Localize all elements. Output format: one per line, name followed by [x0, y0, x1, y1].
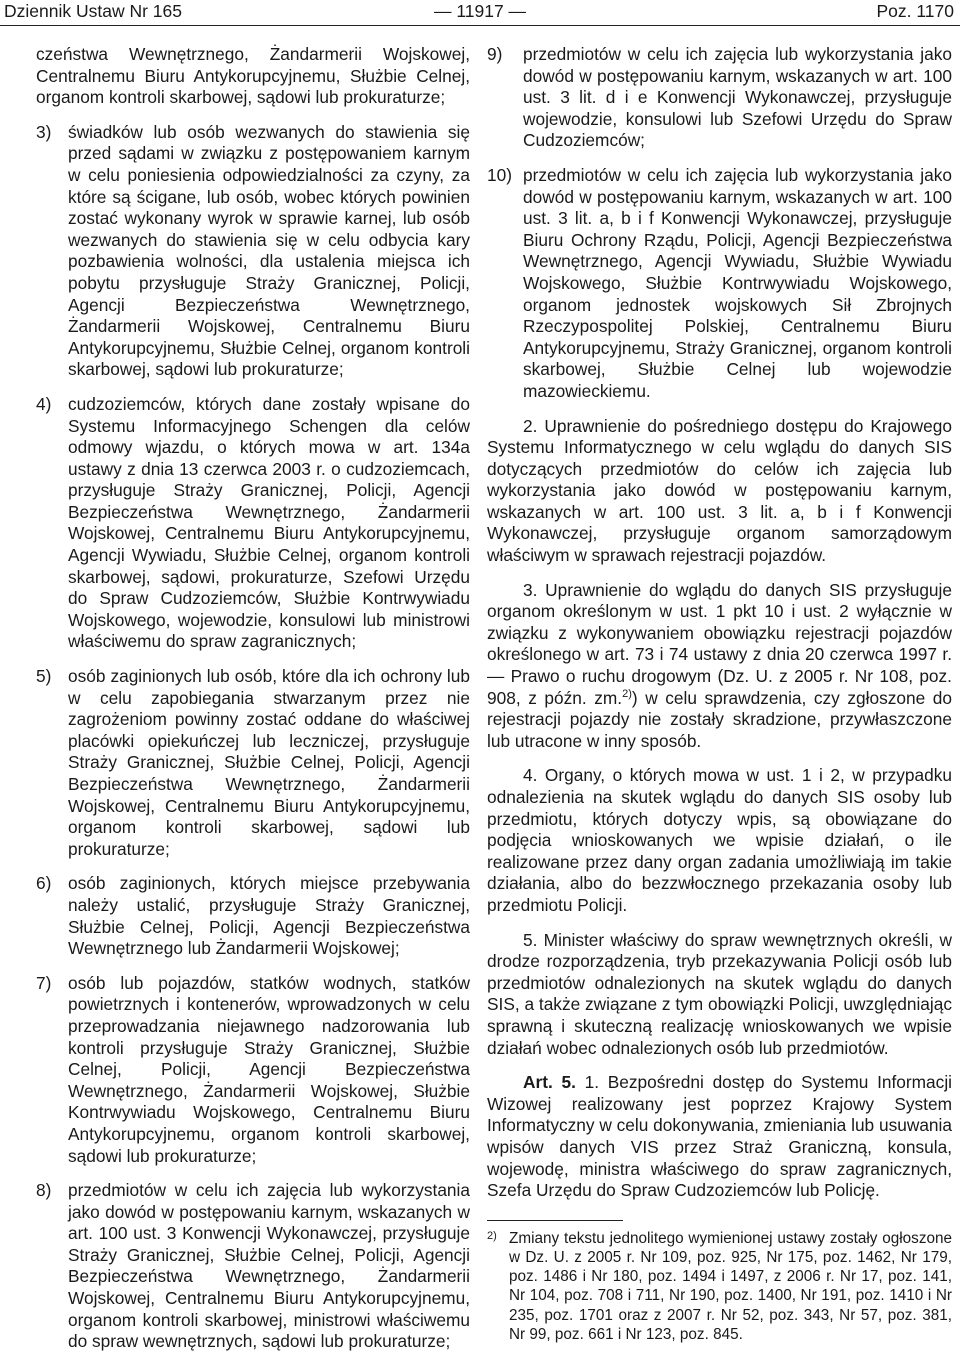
paragraph-5: 5. Minister właściwy do spraw wewnętrznych określi, w drodze rozporządzenia, tryb przekazywania Policji osób lub przedmiotów odnalezionych na skutek wglądu do danych SIS, a także związane z tym obowiązki Policji, uwzględniając sprawną i skuteczną realizację wnioskowanych we wpisie działań wobec odnalezionych osób lub przedmiotów. [487, 929, 952, 1058]
footnote-text: Zmiany tekstu jednolitego wymienionej ustawy zostały ogłoszone w Dz. U. z 2005 r. Nr 109, poz. 925, Nr 175, poz. 1462, Nr 179, poz. 1486 i Nr 180, poz. 1494 i 1497, z 2006 r. Nr 17, poz. 141, Nr 104, poz. 708 i 711, Nr 190, poz. 1400, Nr 191, poz. 1410 i Nr 235, poz. 1701 oraz z 2007 r. Nr 52, poz. 343, Nr 57, poz. 381, Nr 99, poz. 661 i Nr 123, poz. 845. [509, 1229, 952, 1343]
paragraph-3-text-b: ) w celu sprawdzenia, czy zgłoszone do rejestracji pojazdy nie zostały skradzione, przywłaszczone lub utracone w inny sposób. [487, 687, 952, 751]
item-text: osób zaginionych lub osób, które dla ich ochrony lub w celu zapobiegania stwarzanym przez nie zagrożeniom powinny zostać oddane do właściwej placówki opiekuńczej lub leczniczej, przysługuje Straży Granicznej, Służbie Celnej, Policji, Agencji Bezpieczeństwa Wewnętrznego, Żandarmerii Wojskowej, Centralnemu Biuru Antykorupcyjnemu, organom kontroli skarbowej, sądowi lub prokuraturze; [68, 666, 470, 859]
item-text: świadków lub osób wezwanych do stawienia się przed sądami w związku z postępowaniem karnym w celu poniesienia odpowiedzialności za czyny, za które są ścigane, lub osób, wobec których powinien zostać wykonany wyrok w sprawie karnej, lub osób wezwanych do stawienia się w celu odbycia kary pozbawienia wolności, dla ustalenia miejsca ich pobytu przysługuje Straży Granicznej, Policji, Agencji Bezpieczeństwa Wewnętrznego, Żandarmerii Wojskowej, Centralnemu Biuru Antykorupcyjnemu, Służbie Celnej, organom kontroli skarbowej, sądowi lub prokuraturze; [68, 121, 470, 380]
item-number: 9) [487, 44, 503, 64]
item-text: cudzoziemców, których dane zostały wpisane do Systemu Informacyjnego Schengen dla celów odmowy wjazdu, o których mowa w art. 134a ustawy z dnia 13 czerwca 2003 r. o cudzoziemcach, przysługuje Straży Granicznej, Policji, Agencji Bezpieczeństwa Wewnętrznego, Żandarmerii Wojskowej, Centralnemu Biuru Antykorupcyjnemu, Agencji Wywiadu, Służbie Celnej, organom kontroli skarbowej, sądowi, prokuraturze, Szefowi Urzędu do Spraw Cudzoziemców, Służbie Kontrwywiadu Wojskowego, wojewodzie, konsulowi lub ministrowi właściwemu do spraw zagranicznych; [68, 393, 470, 652]
list-item-10 [487, 165, 952, 403]
page-header [0, 0, 960, 26]
article-5-text: 1. Bezpośredni dostęp do Systemu Informacji Wizowej realizowany jest poprzez Krajowy System Informatyczny w celu dokonywania, zmieniania lub usuwania wpisów danych VIS przez Straż Graniczną, konsula, wojewodę, ministra właściwego do spraw zagranicznych, Szefa Urzędu do Spraw Cudzoziemców lub Policję. [487, 1072, 952, 1201]
article-5-label: Art. 5. [523, 1072, 576, 1093]
list-item-9 [487, 44, 952, 152]
item-number: 10) [487, 164, 512, 185]
footnote-reference: 2) [622, 687, 632, 700]
list-item-6 [36, 873, 470, 959]
item-text: przedmiotów w celu ich zajęcia lub wykorzystania jako dowód w postępowaniu karnym, wskazanych w art. 100 ust. 3 Konwencji Wykonawczej, przysługuje Straży Granicznej, Służbie Celnej, Policji, Agencji Bezpieczeństwa Wewnętrznego, Żandarmerii Wojskowej, Centralnemu Biuru Antykorupcyjnemu, organom kontroli skarbowej, ministrowi właściwemu do spraw wewnętrznych, sądowi lub prokuraturze; [68, 1180, 470, 1352]
header-rule [0, 25, 960, 26]
left-column [36, 44, 470, 1366]
journal-title: Dziennik Ustaw Nr 165 [4, 1, 182, 21]
page-number: — 11917 — [433, 1, 527, 21]
item-text: przedmiotów w celu ich zajęcia lub wykorzystania jako dowód w postępowaniu karnym, wskazanych w art. 100 ust. 3 lit. d i e Konwencji Wykonawczej, przysługuje wojewodzie, konsulowi lub Szefowi Urzędu do Spraw Cudzoziemców; [523, 44, 952, 151]
item-number: 6) [36, 873, 52, 894]
list-item-7 [36, 973, 470, 1167]
item-number: 3) [36, 121, 52, 142]
item-text: osób lub pojazdów, statków wodnych, statków powietrznych i kontenerów, wprowadzonych w celu przeprowadzania niejawnego nadzorowania lub kontroli przysługuje Straży Granicznej, Służbie Celnej, Policji, Agencji Bezpieczeństwa Wewnętrznego, Żandarmerii Wojskowej, Służbie Kontrwywiadu Wojskowego, Centralnemu Biuru Antykorupcyjnemu, organom kontroli skarbowej, sądowi lub prokuraturze; [68, 972, 470, 1166]
item-number: 4) [36, 393, 52, 414]
paragraph-3-text-a: 3. Uprawnienie do wglądu do danych SIS przysługuje organom określonym w ust. 1 pkt 10 i ust. 2 wyłącznie w związku z wykonywaniem obowiązku rejestracji pojazdów określonego w art. 73 i 74 ustawy z dnia 20 czerwca 1997 r. — Prawo o ruchu drogowym (Dz. U. z 2005 r. Nr 108, poz. 908, z późn. zm. [487, 579, 952, 708]
continuation-text: czeństwa Wewnętrznego, Żandarmerii Wojskowej, Centralnemu Biuru Antykorupcyjnemu, Służbie Celnej, organom kontroli skarbowej, sądowi lub prokuraturze; [36, 44, 470, 108]
right-column [487, 44, 952, 1344]
footnote-rule [487, 1220, 623, 1221]
paragraph-2: 2. Uprawnienie do pośredniego dostępu do Krajowego Systemu Informatycznego w celu wglądu do danych SIS dotyczących przedmiotów do celów ich zajęcia lub wykorzystania jako dowód w postępowaniu karnym, wskazanych w art. 100 ust. 3 lit. a, b i f Konwencji Wykonawczej, przysługuje organom samorządowym właściwym w sprawach rejestracji pojazdów. [487, 415, 952, 566]
list-item-3 [36, 122, 470, 381]
list-item-5 [36, 666, 470, 860]
position-number: Poz. 1170 [876, 1, 954, 21]
paragraph-4: 4. Organy, o których mowa w ust. 1 i 2, w przypadku odnalezienia na skutek wglądu do danych SIS osoby lub przedmiotu, których dotyczy wpis, są obowiązane do podjęcia wnioskowanych we wpisie działań, o ile realizowane przez dany organ zadania umożliwiają im takie działania, albo do bezzwłocznego przekazania osoby lub przedmiotu Policji. [487, 765, 952, 915]
item-number: 5) [36, 666, 52, 687]
list-item-8 [36, 1180, 470, 1353]
footnote [487, 1229, 952, 1344]
article-5 [487, 1072, 952, 1202]
item-text: przedmiotów w celu ich zajęcia lub wykorzystania jako dowód w postępowaniu karnym, wskazanych w art. 100 ust. 3 lit. a, b i f Konwencji Wykonawczej, przysługuje Biuru Ochrony Rządu, Policji, Agencji Bezpieczeństwa Wewnętrznego, Agencji Wywiadu, Służbie Wywiadu Wojskowego, Służbie Kontrwywiadu Wojskowego, organom jednostek wojskowych Sił Zbrojnych Rzeczypospolitej Polskiej, Centralnemu Biuru Antykorupcyjnemu, Straży Granicznej, organom kontroli skarbowej, Służbie Celnej lub wojewodzie mazowieckiemu. [523, 164, 952, 401]
list-item-4 [36, 394, 470, 653]
item-text: osób zaginionych, których miejsce przebywania należy ustalić, przysługuje Straży Granicznej, Służbie Celnej, Policji, Agencji Bezpieczeństwa Wewnętrznego lub Żandarmerii Wojskowej; [68, 873, 470, 959]
item-number: 7) [36, 972, 52, 993]
item-number: 8) [36, 1180, 52, 1201]
paragraph-3 [487, 580, 952, 753]
footnote-mark: 2) [487, 1229, 497, 1242]
